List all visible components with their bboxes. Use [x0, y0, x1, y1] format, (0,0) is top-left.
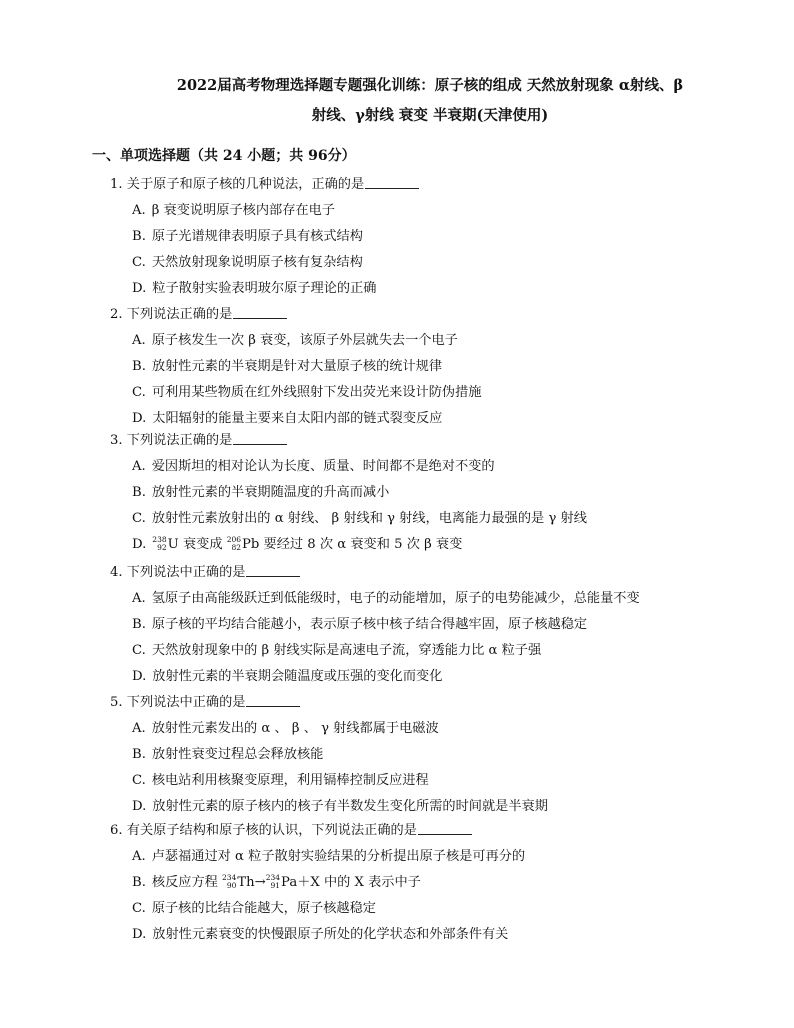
option-text: 放射性衰变过程总会释放核能 — [151, 747, 324, 762]
charge-number: 90 — [226, 880, 237, 890]
option-text-tail: ＋X 中的 X 表示中子 — [297, 875, 421, 890]
answer-blank — [233, 430, 287, 445]
option-c — [110, 768, 750, 794]
nuclide-symbol — [152, 532, 178, 558]
option-letter: B. — [132, 747, 146, 762]
option-text: 原子核发生一次 β 衰变，该原子外层就失去一个电子 — [151, 333, 458, 348]
option-c — [110, 506, 750, 532]
option-text: 原子核的平均结合能越小，表示原子核中核子结合得越牢固，原子核越稳定 — [151, 617, 588, 632]
nuclide-symbol — [222, 870, 255, 896]
nuclide-scripts — [266, 874, 280, 890]
question-stem — [110, 560, 750, 586]
option-text: β 衰变说明原子核内部存在电子 — [151, 203, 335, 218]
option-letter: B. — [132, 875, 146, 890]
question-5 — [110, 690, 750, 820]
question-1 — [110, 172, 750, 302]
option-letter: C. — [132, 901, 146, 916]
element-symbol: Pb — [242, 537, 260, 552]
option-b — [110, 224, 750, 250]
option-text: 太阳辐射的能量主要来自太阳内部的链式裂变反应 — [152, 411, 443, 426]
option-b — [110, 742, 750, 768]
option-letter: A. — [132, 721, 146, 736]
option-letter: A. — [132, 203, 146, 218]
option-text: 放射性元素衰变的快慢跟原子所处的化学状态和外部条件有关 — [152, 927, 509, 942]
option-text: 粒子散射实验表明玻尔原子理论的正确 — [152, 281, 377, 296]
answer-blank — [246, 692, 300, 707]
mass-number: 238 — [152, 534, 167, 544]
option-letter: B. — [132, 359, 146, 374]
answer-blank — [233, 304, 287, 319]
nuclide-symbol — [227, 532, 260, 558]
nuclide-scripts — [222, 874, 236, 890]
section-heading: 一、单项选择题（共 24 小题；共 96分） — [92, 148, 356, 164]
question-3 — [110, 428, 750, 558]
option-b — [110, 612, 750, 638]
option-b — [110, 480, 750, 506]
nuclide-symbol — [266, 870, 297, 896]
option-letter: D. — [132, 537, 147, 552]
option-text: 氢原子由高能级跃迁到低能级时，电子的动能增加，原子的电势能减少，总能量不变 — [151, 591, 640, 606]
option-letter: C. — [132, 511, 146, 526]
mass-number: 206 — [226, 534, 242, 544]
mass-number: 234 — [222, 872, 237, 882]
option-letter: A. — [132, 459, 146, 474]
option-b — [110, 870, 750, 896]
option-text: 放射性元素放射出的 α 射线、 β 射线和 γ 射线，电离能力最强的是 γ 射线 — [151, 511, 587, 526]
option-text: 天然放射现象中的 β 射线实际是高速电子流，穿透能力比 α 粒子强 — [151, 643, 542, 658]
option-text-tail: 要经过 8 次 α 衰变和 5 次 β 衰变 — [259, 537, 463, 552]
element-symbol: U — [167, 537, 179, 552]
question-stem — [110, 428, 750, 454]
option-letter: B. — [132, 617, 146, 632]
option-b — [110, 354, 750, 380]
answer-blank — [365, 174, 419, 189]
charge-number: 92 — [157, 542, 167, 552]
answer-blank — [246, 562, 300, 577]
document-title-line-2: 射线、γ射线 衰变 半衰期(天津使用) — [311, 107, 549, 124]
mass-number: 234 — [265, 872, 281, 882]
option-letter: A. — [132, 591, 146, 606]
option-a — [110, 586, 750, 612]
option-c — [110, 380, 750, 406]
option-letter: C. — [132, 385, 146, 400]
option-letter: D. — [132, 669, 147, 684]
option-a — [110, 844, 750, 870]
option-text: 卢瑟福通过对 α 粒子散射实验结果的分析提出原子核是可再分的 — [151, 849, 526, 864]
answer-blank — [418, 820, 472, 835]
option-text-middle: 衰变成 — [178, 537, 227, 552]
option-text: 天然放射现象说明原子核有复杂结构 — [151, 255, 363, 270]
option-c — [110, 896, 750, 922]
question-6 — [110, 818, 750, 948]
option-text: 放射性元素发出的 α 、 β 、 γ 射线都属于电磁波 — [151, 721, 439, 736]
question-2 — [110, 302, 750, 432]
option-letter: B. — [132, 485, 146, 500]
question-stem — [110, 818, 750, 844]
option-d — [110, 276, 750, 302]
question-stem — [110, 690, 750, 716]
option-text: 原子核的比结合能越大，原子核越稳定 — [151, 901, 376, 916]
question-stem-text: 3. 下列说法正确的是 — [110, 433, 233, 448]
option-text: 放射性元素的原子核内的核子有半数发生变化所需的时间就是半衰期 — [152, 799, 548, 814]
option-text: 原子光谱规律表明原子具有核式结构 — [151, 229, 363, 244]
question-stem-text: 4. 下列说法中正确的是 — [110, 565, 246, 580]
charge-number: 91 — [270, 880, 281, 890]
option-text: 可利用某些物质在红外线照射下发出荧光来设计防伪措施 — [151, 385, 482, 400]
option-letter: C. — [132, 773, 146, 788]
question-stem-text: 1. 关于原子和原子核的几种说法，正确的是 — [110, 177, 365, 192]
option-text: 爱因斯坦的相对论认为长度、质量、时间都不是绝对不变的 — [151, 459, 495, 474]
question-stem-text: 2. 下列说法正确的是 — [110, 307, 233, 322]
option-text-prefix: 核反应方程 — [151, 875, 223, 890]
nuclide-scripts — [152, 536, 166, 552]
option-letter: B. — [132, 229, 146, 244]
question-4 — [110, 560, 750, 690]
option-text: 放射性元素的半衰期是针对大量原子核的统计规律 — [151, 359, 443, 374]
option-letter: C. — [132, 255, 146, 270]
document-title-line-1: 2022届高考物理选择题专题强化训练：原子核的组成 天然放射现象 α射线、β — [176, 77, 684, 94]
charge-number: 82 — [231, 542, 242, 552]
option-d — [110, 664, 750, 690]
option-letter: C. — [132, 643, 146, 658]
question-stem — [110, 172, 750, 198]
element-symbol: Pa — [281, 875, 298, 890]
question-stem-text: 6. 有关原子结构和原子核的认识，下列说法正确的是 — [110, 823, 417, 838]
option-c — [110, 250, 750, 276]
option-text-middle: → — [254, 875, 266, 890]
question-stem-text: 5. 下列说法中正确的是 — [110, 695, 246, 710]
option-d — [110, 922, 750, 948]
option-d — [110, 794, 750, 820]
option-text: 核电站利用核聚变原理，利用镉棒控制反应进程 — [151, 773, 429, 788]
option-text: 放射性元素的半衰期随温度的升高而减小 — [151, 485, 390, 500]
option-a — [110, 328, 750, 354]
option-a — [110, 716, 750, 742]
element-symbol: Th — [237, 875, 255, 890]
option-c — [110, 638, 750, 664]
option-letter: D. — [132, 281, 147, 296]
option-a — [110, 198, 750, 224]
option-letter: D. — [132, 411, 147, 426]
option-letter: A. — [132, 333, 146, 348]
option-d — [110, 532, 750, 558]
option-letter: D. — [132, 799, 147, 814]
option-letter: A. — [132, 849, 146, 864]
option-letter: D. — [132, 927, 147, 942]
option-text: 放射性元素的半衰期会随温度或压强的变化而变化 — [152, 669, 443, 684]
nuclide-scripts — [227, 536, 241, 552]
question-stem — [110, 302, 750, 328]
option-a — [110, 454, 750, 480]
